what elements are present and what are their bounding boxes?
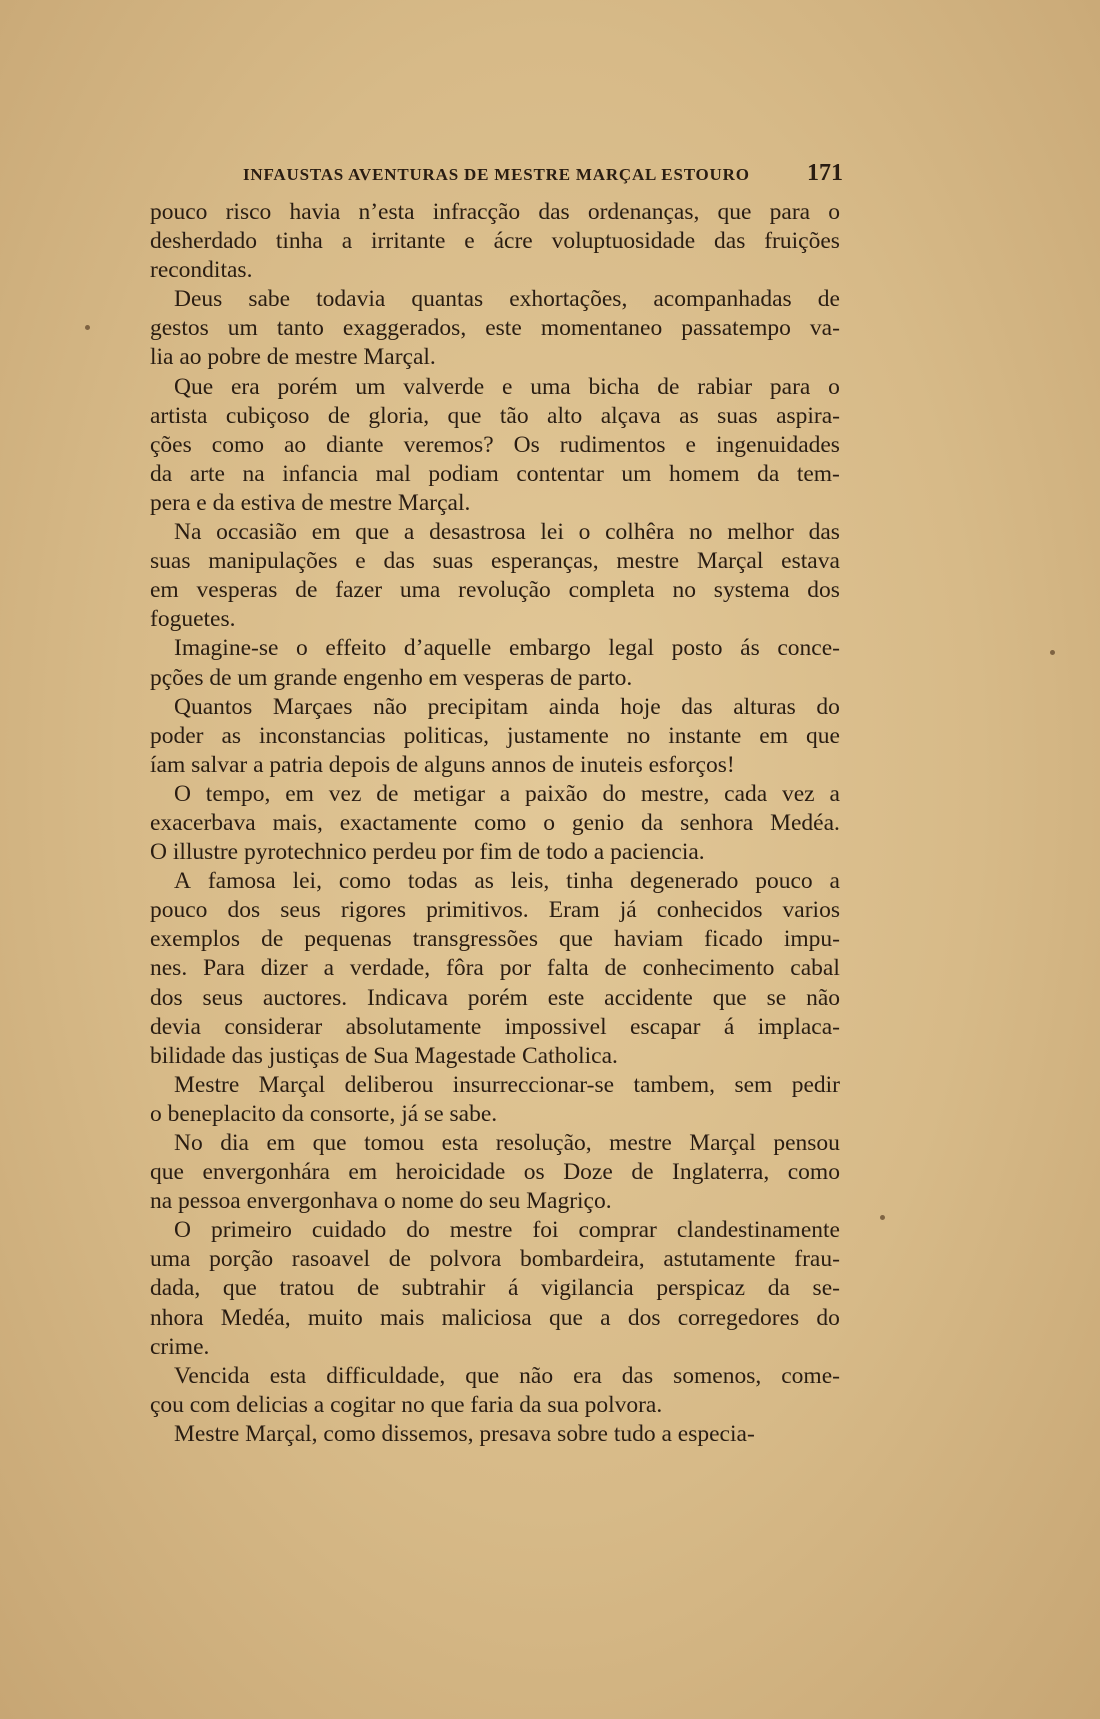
text-line: uma porção rasoavel de polvora bombardeira, astutamente frau- <box>150 1246 840 1273</box>
text-line: foguetes. <box>150 606 236 633</box>
text-line: suas manipulações e das suas esperanças, mestre Marçal estava <box>150 548 840 575</box>
text-line: O primeiro cuidado do mestre foi comprar clandestinamente <box>174 1217 840 1244</box>
text-line: dos seus auctores. Indicava porém este accidente que se não <box>150 984 840 1011</box>
body-text <box>150 198 840 1449</box>
text-line: bilidade das justiças de Sua Magestade Catholica. <box>150 1042 618 1069</box>
text-line: exacerbava mais, exactamente como o genio da senhora Medéa. <box>150 809 840 836</box>
text-line: nes. Para dizer a verdade, fôra por falta de conhecimento cabal <box>150 955 840 982</box>
text-line: poder as inconstancias politicas, justamente no instante em que <box>150 722 840 749</box>
paragraph <box>150 634 840 692</box>
text-line: pouco dos seus rigores primitivos. Eram já conhecidos varios <box>150 897 840 924</box>
text-line: O tempo, em vez de metigar a paixão do mestre, cada vez a <box>174 780 840 807</box>
text-line: desherdado tinha a irritante e ácre voluptuosidade das fruições <box>150 228 840 255</box>
text-line: Mestre Marçal deliberou insurreccionar-se tambem, sem pedir <box>174 1071 840 1098</box>
paragraph <box>150 1420 840 1449</box>
text-line: ções como ao diante veremos? Os rudimentos e ingenuidades <box>150 431 840 458</box>
paragraph <box>150 867 840 1071</box>
text-line: O illustre pyrotechnico perdeu por fim de todo a paciencia. <box>150 839 705 866</box>
text-line: pções de um grande engenho em vesperas de parto. <box>150 664 633 691</box>
paragraph <box>150 1129 840 1216</box>
paragraph <box>150 1362 840 1420</box>
text-line: Que era porém um valverde e uma bicha de rabiar para o <box>174 373 840 400</box>
paragraph <box>150 198 840 285</box>
text-line: reconditas. <box>150 257 253 284</box>
text-line: em vesperas de fazer uma revolução completa no systema dos <box>150 577 840 604</box>
text-line: exemplos de pequenas transgressões que haviam ficado impu- <box>150 926 840 953</box>
text-line: Quantos Marçaes não precipitam ainda hoje das alturas do <box>174 693 840 720</box>
text-line: pera e da estiva de mestre Marçal. <box>150 489 471 516</box>
text-line: artista cubiçoso de gloria, que tão alto alçava as suas aspira- <box>150 402 840 429</box>
text-line: Vencida esta difficuldade, que não era das somenos, come- <box>174 1362 840 1389</box>
text-line: nhora Medéa, muito mais maliciosa que a dos corregedores do <box>150 1304 840 1331</box>
text-line: devia considerar absolutamente impossivel escapar á implaca- <box>150 1013 840 1040</box>
paragraph <box>150 1216 840 1361</box>
ink-speck <box>85 325 90 330</box>
paragraph <box>150 285 840 372</box>
text-line: da arte na infancia mal podiam contentar um homem da tem- <box>150 460 840 487</box>
text-line: pouco risco havia n’esta infracção das ordenanças, que para o <box>150 199 840 225</box>
paragraph <box>150 518 840 634</box>
text-line: Imagine-se o effeito d’aquelle embargo legal posto ás conce- <box>174 635 840 662</box>
page-header <box>243 160 843 190</box>
text-line: dada, que tratou de subtrahir á vigilancia perspicaz da se- <box>150 1275 840 1302</box>
text-line: A famosa lei, como todas as leis, tinha degenerado pouco a <box>174 868 840 895</box>
running-title: INFAUSTAS AVENTURAS DE MESTRE MARÇAL ESTOURO <box>243 165 750 184</box>
paragraph <box>150 373 840 518</box>
text-line: íam salvar a patria depois de alguns annos de inuteis esforços! <box>150 751 735 778</box>
text-line: Mestre Marçal, como dissemos, presava sobre tudo a especia- <box>174 1420 755 1447</box>
ink-speck <box>880 1215 885 1220</box>
text-line: çou com delicias a cogitar no que faria da sua polvora. <box>150 1391 663 1418</box>
text-line: que envergonhára em heroicidade os Doze de Inglaterra, como <box>150 1159 840 1186</box>
text-line: o beneplacito da consorte, já se sabe. <box>150 1100 498 1127</box>
paragraph <box>150 780 840 867</box>
text-line: gestos um tanto exaggerados, este momentaneo passatempo va- <box>150 315 840 342</box>
text-line: Na occasião em que a desastrosa lei o colhêra no melhor das <box>174 519 840 546</box>
paragraph <box>150 693 840 780</box>
text-line: lia ao pobre de mestre Marçal. <box>150 344 436 371</box>
text-line: Deus sabe todavia quantas exhortações, acompanhadas de <box>174 286 840 313</box>
ink-speck <box>1050 650 1055 655</box>
page-number: 171 <box>807 160 843 186</box>
text-line: No dia em que tomou esta resolução, mestre Marçal pensou <box>174 1130 840 1156</box>
text-line: crime. <box>150 1333 210 1360</box>
text-line: na pessoa envergonhava o nome do seu Magriço. <box>150 1188 612 1215</box>
paragraph <box>150 1071 840 1129</box>
